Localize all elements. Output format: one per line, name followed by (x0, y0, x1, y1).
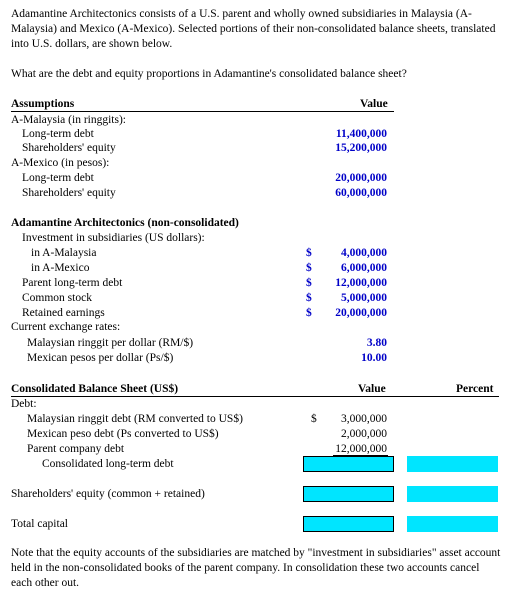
nc-row-value: 6,000,000 (341, 262, 387, 274)
cons-row-label: Malaysian ringgit debt (RM converted to US$) (27, 413, 243, 425)
note-paragraph: Note that the equity accounts of the subsidiaries are matched by "investment in subsidiaries" asset account held in the non-consolidated books of the parent company. In consolidation these two accounts cancel each other out. (11, 547, 501, 589)
consolidated-value-header: Value (358, 383, 386, 395)
nc-row-currency: $ (306, 307, 312, 319)
mexico-label: A-Mexico (in pesos): (11, 157, 110, 169)
nc-row-label: Retained earnings (22, 307, 105, 319)
consolidated-percent-header: Percent (456, 383, 494, 395)
assumptions-header-rule (11, 111, 394, 112)
malaysia-eq-label: Shareholders' equity (22, 142, 116, 154)
rm-rate-label: Malaysian ringgit per dollar (RM/$) (27, 337, 194, 349)
cons-row-value: 12,000,000 (335, 443, 387, 455)
assumptions-value-header: Value (360, 98, 388, 110)
nc-row-value: 12,000,000 (335, 277, 387, 289)
nc-row-value: 20,000,000 (335, 307, 387, 319)
consolidated-header-rule (11, 396, 499, 397)
nc-row-label: in A-Malaysia (31, 247, 97, 259)
cons-row-label: Parent company debt (27, 443, 125, 455)
cons-row-value: 3,000,000 (341, 413, 387, 425)
cons-row-value: 2,000,000 (341, 428, 387, 440)
equity-percent-input[interactable] (407, 486, 498, 502)
mexico-eq-label: Shareholders' equity (22, 187, 116, 199)
nc-row-label: Parent long-term debt (22, 277, 123, 289)
consolidated-header: Consolidated Balance Sheet (US$) (11, 383, 179, 395)
malaysia-ltd-value: 11,400,000 (335, 128, 387, 140)
rates-label: Current exchange rates: (11, 321, 121, 333)
ltd-total-percent-input[interactable] (407, 456, 498, 472)
mexico-ltd-label: Long-term debt (22, 172, 94, 184)
nc-row-currency: $ (306, 277, 312, 289)
cons-row-currency: $ (311, 413, 317, 425)
nc-row-value: 4,000,000 (341, 247, 387, 259)
total-capital-percent-input[interactable] (407, 516, 498, 532)
debt-label: Debt: (11, 398, 37, 410)
equity-label: Shareholders' equity (common + retained) (11, 488, 205, 500)
nc-row-value: 5,000,000 (341, 292, 387, 304)
equity-value-input[interactable] (303, 486, 394, 502)
malaysia-label: A-Malaysia (in ringgits): (11, 114, 126, 126)
total-capital-value-input[interactable] (303, 516, 394, 532)
ps-rate-label: Mexican pesos per dollar (Ps/$) (27, 352, 174, 364)
intro-paragraph: Adamantine Architectonics consists of a U.S. parent and wholly owned subsidiaries in Malaysia (A-Malaysia) and Mexico (A-Mexico). Selected portions of their non-consolidated balance sheets, translated into U.S. dollars, are shown below. (11, 8, 496, 50)
ps-rate-value: 10.00 (361, 352, 387, 364)
nc-row-label: Common stock (22, 292, 92, 304)
ltd-total-value-input[interactable] (303, 456, 394, 472)
assumptions-header: Assumptions (11, 98, 75, 110)
rm-rate-value: 3.80 (366, 337, 387, 349)
total-capital-label: Total capital (11, 518, 68, 530)
nonconsolidated-header: Adamantine Architectonics (non-consolidated) (11, 217, 239, 229)
nc-row-currency: $ (306, 262, 312, 274)
question-text: What are the debt and equity proportions in Adamantine's consolidated balance sheet? (11, 68, 407, 80)
malaysia-ltd-label: Long-term debt (22, 128, 94, 140)
investment-label: Investment in subsidiaries (US dollars): (22, 232, 205, 244)
mexico-ltd-value: 20,000,000 (335, 172, 387, 184)
mexico-eq-value: 60,000,000 (335, 187, 387, 199)
cons-row-label: Mexican peso debt (Ps converted to US$) (27, 428, 219, 440)
nc-row-label: in A-Mexico (31, 262, 90, 274)
nc-row-currency: $ (306, 292, 312, 304)
malaysia-eq-value: 15,200,000 (335, 142, 387, 154)
nc-row-currency: $ (306, 247, 312, 259)
ltd-total-label: Consolidated long-term debt (42, 458, 174, 470)
